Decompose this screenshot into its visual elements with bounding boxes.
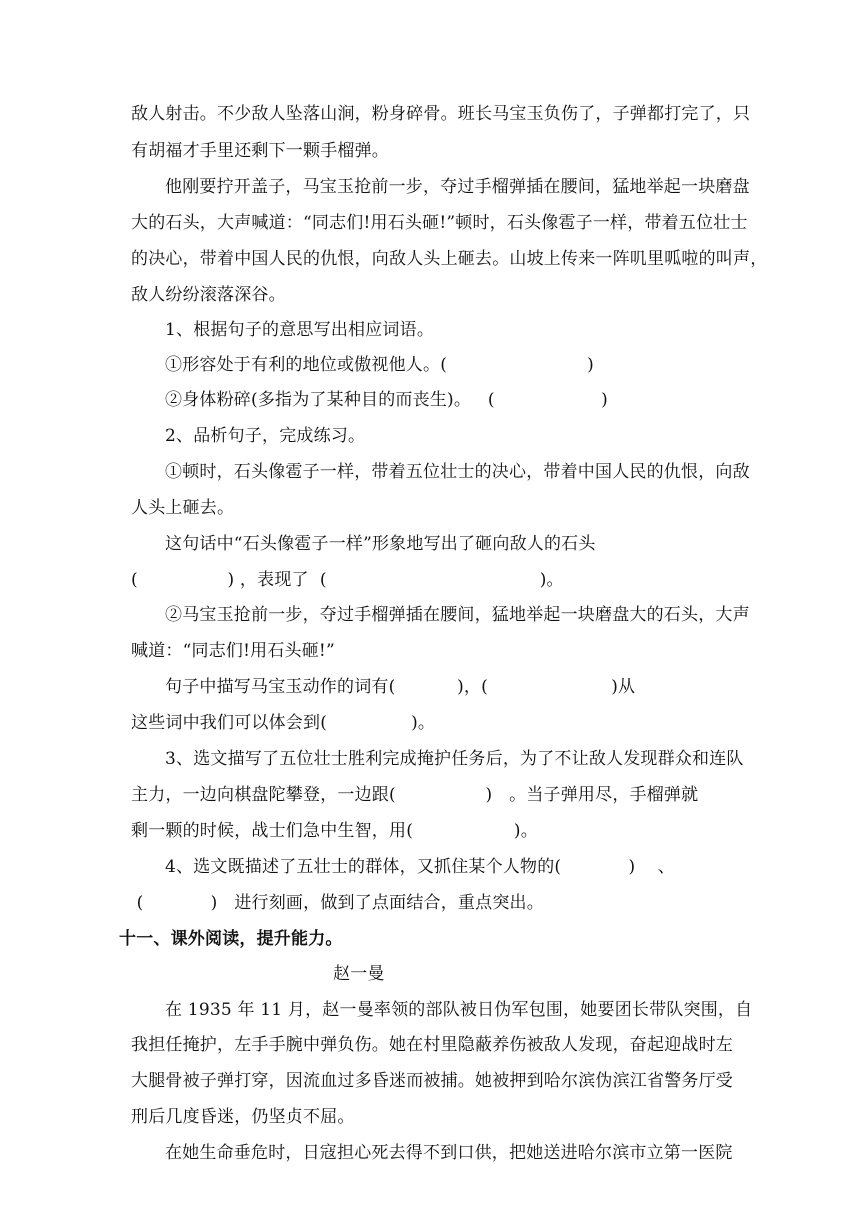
question-1b: ②身体粉碎(多指为了某种目的而丧生)。 ( ) [165, 390, 609, 410]
article-paragraph-line: 刑后几度昏迷，仍坚贞不屈。 [131, 1107, 355, 1127]
question-2-sentence2: ②马宝玉抢前一步，夺过手榴弹插在腰间，猛地举起一块磨盘大的石头，大声 [165, 605, 750, 625]
question-2-prompt1: ( ) ，表现了 ( )。 [131, 570, 564, 590]
question-2-prompt2: 句子中描写马宝玉动作的词有( )，( )从 [165, 677, 636, 697]
passage-line: 敌人纷纷滚落深谷。 [131, 285, 286, 305]
passage-line: 有胡福才手里还剩下一颗手榴弹。 [131, 141, 389, 161]
passage-line: 的决心，带着中国人民的仇恨，向敌人头上砸去。山坡上传来一阵叽里呱啦的叫声， [131, 249, 768, 269]
passage-line: 他刚要拧开盖子，马宝玉抢前一步，夺过手榴弹插在腰间，猛地举起一块磨盘 [165, 177, 750, 197]
article-title: 赵一曼 [333, 964, 385, 984]
question-3: 剩一颗的时候，战士们急中生智，用( )。 [131, 821, 538, 841]
question-2-prompt2: 这些词中我们可以体会到( )。 [131, 713, 436, 733]
question-2-title: 2、品析句子，完成练习。 [165, 426, 366, 446]
question-2-sentence1: 人头上砸去。 [131, 498, 235, 518]
question-1a: ①形容处于有利的地位或傲视他人。( ) [165, 355, 594, 375]
question-3: 3、选文描写了五位壮士胜利完成掩护任务后，为了不让敌人发现群众和连队 [165, 749, 744, 769]
article-paragraph-line: 在她生命垂危时，日寇担心死去得不到口供，把她送进哈尔滨市立第一医院 [165, 1143, 733, 1163]
question-4: ( ) 进行刻画，做到了点面结合，重点突出。 [131, 893, 544, 913]
question-3: 主力，一边向棋盘陀攀登，一边跟( ) 。当子弹用尽，手榴弹就 [131, 785, 699, 805]
question-2-sentence1: ①顿时，石头像雹子一样，带着五位壮士的决心，带着中国人民的仇恨，向敌 [165, 462, 750, 482]
article-paragraph-line: 在 1935 年 11 月，赵一曼率领的部队被日伪军包围，她要团长带队突围，自 [165, 1000, 753, 1020]
question-4: 4、选文既描述了五壮士的群体，又抓住某个人物的( ) 、 [165, 857, 675, 877]
passage-line: 敌人射击。不少敌人坠落山涧，粉身碎骨。班长马宝玉负伤了，子弹都打完了，只 [131, 104, 751, 124]
question-2-prompt1: 这句话中“石头像雹子一样”形象地写出了砸向敌人的石头 [165, 534, 596, 554]
passage-line: 大的石头，大声喊道：“同志们!用石头砸!”顿时，石头像雹子一样，带着五位壮士 [131, 213, 748, 233]
question-1-title: 1、根据句子的意思写出相应词语。 [165, 320, 435, 340]
question-2-sentence2: 喊道：“同志们!用石头砸!” [131, 641, 335, 661]
section-heading: 十一、课外阅读，提升能力。 [119, 929, 343, 949]
article-paragraph-line: 我担任掩护，左手手腕中弹负伤。她在村里隐蔽养伤被敌人发现，奋起迎战时左 [131, 1035, 733, 1055]
article-paragraph-line: 大腿骨被子弹打穿，因流血过多昏迷而被捕。她被押到哈尔滨伪滨江省警务厅受 [131, 1071, 733, 1091]
